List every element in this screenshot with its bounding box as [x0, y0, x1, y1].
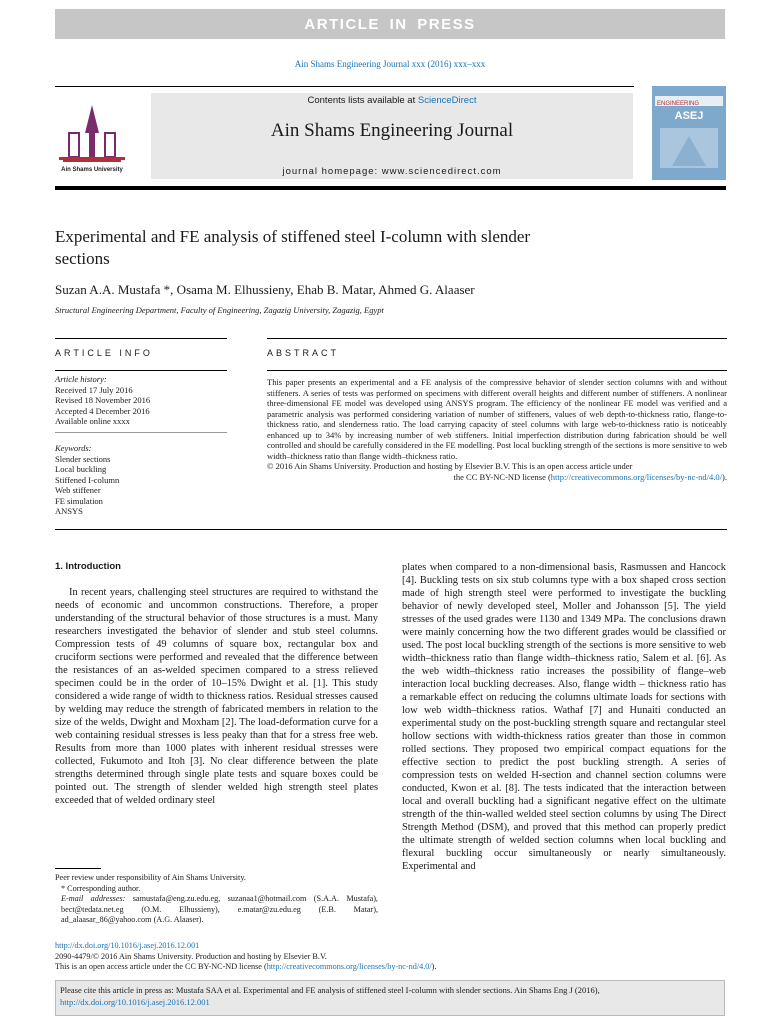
journal-cover-image	[652, 86, 726, 180]
keyword: Web stiffener	[55, 485, 101, 495]
cite-text: Please cite this article in press as: Mustafa SAA et al. Experimental and FE analysis of stiffened steel I-column with slender sections. Ain Shams Eng J (2016),	[60, 985, 600, 995]
keywords-label: Keywords:	[55, 443, 92, 453]
contents-line	[151, 95, 633, 106]
history-label: Article history:	[55, 374, 107, 384]
abstract-top-rule	[267, 338, 727, 339]
article-info-heading: ARTICLE INFO	[55, 348, 153, 358]
cite-box	[55, 980, 725, 1016]
cover-small-title: ENGINEERING	[657, 101, 700, 107]
license-prefix: the CC BY-NC-ND license (	[453, 471, 551, 482]
corresponding-note: * Corresponding author.	[61, 883, 141, 893]
oa-suffix: ).	[431, 962, 437, 971]
abstract-body	[267, 377, 727, 482]
journal-title: Ain Shams Engineering Journal	[270, 120, 514, 141]
body-column-right	[402, 561, 726, 873]
body-column-left	[55, 586, 378, 807]
journal-homepage[interactable]: journal homepage: www.sciencedirect.com	[282, 166, 502, 177]
footnotes	[55, 873, 378, 926]
intro-paragraph: In recent years, challenging steel structures are required to withstand the needs of economic and uncommon constructions. Therefore, a proper understanding of the structural behavior of those structures is a must. Many researchers investigated the behavior of slender and stub steel columns. Compression tests of 49 columns of square box, rectangular box and cruciform sections were performed and revealed that the difference between the resistances of an as-welded specimen compared to a stress relieved specimen could be in the order of 10–15% Dwight et al. [1]. This study considered a wide range of width to thickness ratios. Residual stresses caused by welding may reduce the strength of fabricated members in relation to the size of the welds, Dwight and Moxham [2]. The load-deformation curve for a web containing residual stresses is less peaky than that for a stress free web. Results from more than 1000 plates with inherent residual stresses were collected, Fukumoto and Itoh [3]. No clear difference between the plate strengths determined through single plate tests and square boxes could be pointed out. The strength of slender welded high strength steel plates exceeded that of welded ordinary steel	[55, 587, 378, 806]
copyright-text: © 2016 Ain Shams University. Production and hosting by Elsevier B.V. This is an open access article under	[267, 461, 633, 471]
intro-paragraph-continued: plates when compared to a non-dimensional basis, Rasmussen and Hancock [4]. Buckling tests on six stub columns type with a box shaped cross section made of high strength steel were performed to investigate the buckling behavior of newly developed steel, Moller and Johansson [5]. The yield stresses of the used grades were 1130 and 1349 MPa. The conclusions drawn were mainly concerning how the two different grades would be classified or used. The post local buckling strength of the sections is more sensitive to web width–thickness ratio than flange width–thickness ratio, Salem et al. [6]. As the web width–thickness ratio increases the possibility of flange–web interaction local buckling decreases. Also, flange width – thickness ratio has a remarkable effect on reducing the columns ultimate loads for sections with low web width–thickness ratios. Wathaf [7] and Hunaiti conducted an experimental study on the post-buckling strength square and rectangular steel hollow sections with width-thickness ratios greater than those in common rolled sections. They proposed two empirical compact equations for the effective section to predict the post buckling strength. A series of compression tests on welded H-section and channel section columns were conducted, Kwon et al. [8]. The tests indicated that the interaction between local and overall buckling had a significant negative effect on the ultimate strength of the thin-walled welded steel section columns by using The Direct Strength Method (DSM), and proved that this method can properly predict the ultimate strength of welded section columns when local buckling and flexural buckling occur simultaneously or nearly simultaneously. Experimental and	[402, 562, 726, 872]
affiliation: Structural Engineering Department, Faculty of Engineering, Zagazig University, Zagazig, Egypt	[55, 305, 384, 315]
keyword: FE simulation	[55, 495, 103, 506]
introduction-heading: 1. Introduction	[55, 561, 121, 572]
cite-doi-link[interactable]: http://dx.doi.org/10.1016/j.asej.2016.12.001	[60, 997, 210, 1007]
history-item: Accepted 4 December 2016	[55, 405, 150, 416]
publication-info	[55, 941, 727, 973]
license-suffix: ).	[722, 471, 727, 482]
oa-prefix: This is an open access article under the CC BY-NC-ND license (	[55, 962, 267, 971]
doi-link[interactable]: http://dx.doi.org/10.1016/j.asej.2016.12.001	[55, 941, 200, 950]
logo-caption: Ain Shams University	[61, 167, 123, 173]
abstract-bottom-rule	[55, 529, 727, 530]
oa-license-link[interactable]: http://creativecommons.org/licenses/by-nc-nd/4.0/	[266, 962, 432, 971]
keyword: ANSYS	[55, 506, 83, 516]
abstract-copyright	[267, 461, 727, 472]
title-line-1: Experimental and FE analysis of stiffened steel I-column with slender	[55, 227, 531, 246]
history-item: Received 17 July 2016	[55, 384, 133, 395]
keyword: Slender sections	[55, 453, 111, 464]
paper-title	[55, 226, 695, 270]
footnote-rule	[55, 868, 101, 869]
university-logo	[55, 103, 130, 173]
title-line-2: sections	[55, 249, 110, 268]
abstract-rule	[267, 370, 727, 371]
peer-review-note: Peer review under responsibility of Ain Shams University.	[55, 873, 246, 882]
history-item: Available online xxxx	[55, 416, 130, 426]
history-item: Revised 18 November 2016	[55, 395, 151, 405]
abstract-heading: ABSTRACT	[267, 348, 340, 358]
header-thick-rule	[55, 186, 726, 190]
abstract-license	[267, 472, 727, 483]
info-top-rule	[55, 338, 227, 339]
email-addresses[interactable]: samustafa@eng.zu.edu.eg, suzanaa1@hotmail.com (S.A.A. Mustafa), bect@tedata.net.eg (O.M. Elhussieny), e.matar@zu.edu.eg (E.B. Matar), ad_alaasar_86@yahoo.com (A.G. Alaaser).	[61, 894, 378, 924]
author-list: Suzan A.A. Mustafa *, Osama M. Elhussieny, Ehab B. Matar, Ahmed G. Alaaser	[55, 282, 475, 297]
keywords	[55, 443, 227, 517]
abstract-text: This paper presents an experimental and a FE analysis of the compressive behavior of slender section columns with and without stiffeners. A series of tests was performed on specimens with different overall heights and different number of stiffeners. A nonlinear three-dimensional FE model was developed using ANSYS program. The efficiency of the nonlinear FE model was verified and a parametric analysis was performed considering variation of number of stiffeners, values of web depth-to-thickness ratio, flange-to-thickness ratio, and slenderness ratio. The load carrying capacity of steel columns with large web-to-thickness ratio is noticeably enhanced up to 34% by increasing number of web stiffeners. Initial imperfection distribution during fabrication should be well controlled and should be carefully considered in the FE modelling. Post local buckling strength of the sections is more sensitive to web width–thickness ratio than flange width–thickness ratio.	[267, 377, 727, 461]
keyword: Local buckling	[55, 464, 107, 474]
sciencedirect-link[interactable]: ScienceDirect	[417, 95, 477, 106]
license-link[interactable]: http://creativecommons.org/licenses/by-nc-nd/4.0/	[550, 471, 723, 482]
email-label: E-mail addresses:	[61, 894, 126, 903]
open-access-line	[55, 962, 727, 973]
keywords-rule	[55, 432, 227, 433]
issn-line: 2090-4479/© 2016 Ain Shams University. Production and hosting by Elsevier B.V.	[55, 951, 327, 961]
journal-reference[interactable]: Ain Shams Engineering Journal xxx (2016) xxx–xxx	[294, 59, 486, 69]
keyword: Stiffened I-column	[55, 474, 120, 485]
info-rule	[55, 370, 227, 371]
header-rule	[55, 86, 634, 87]
article-in-press-banner: ARTICLE IN PRESS	[55, 9, 725, 39]
article-history	[55, 374, 227, 427]
cover-label: ASEJ	[674, 110, 704, 122]
contents-prefix: Contents lists available at	[307, 95, 418, 106]
email-note	[55, 894, 378, 926]
